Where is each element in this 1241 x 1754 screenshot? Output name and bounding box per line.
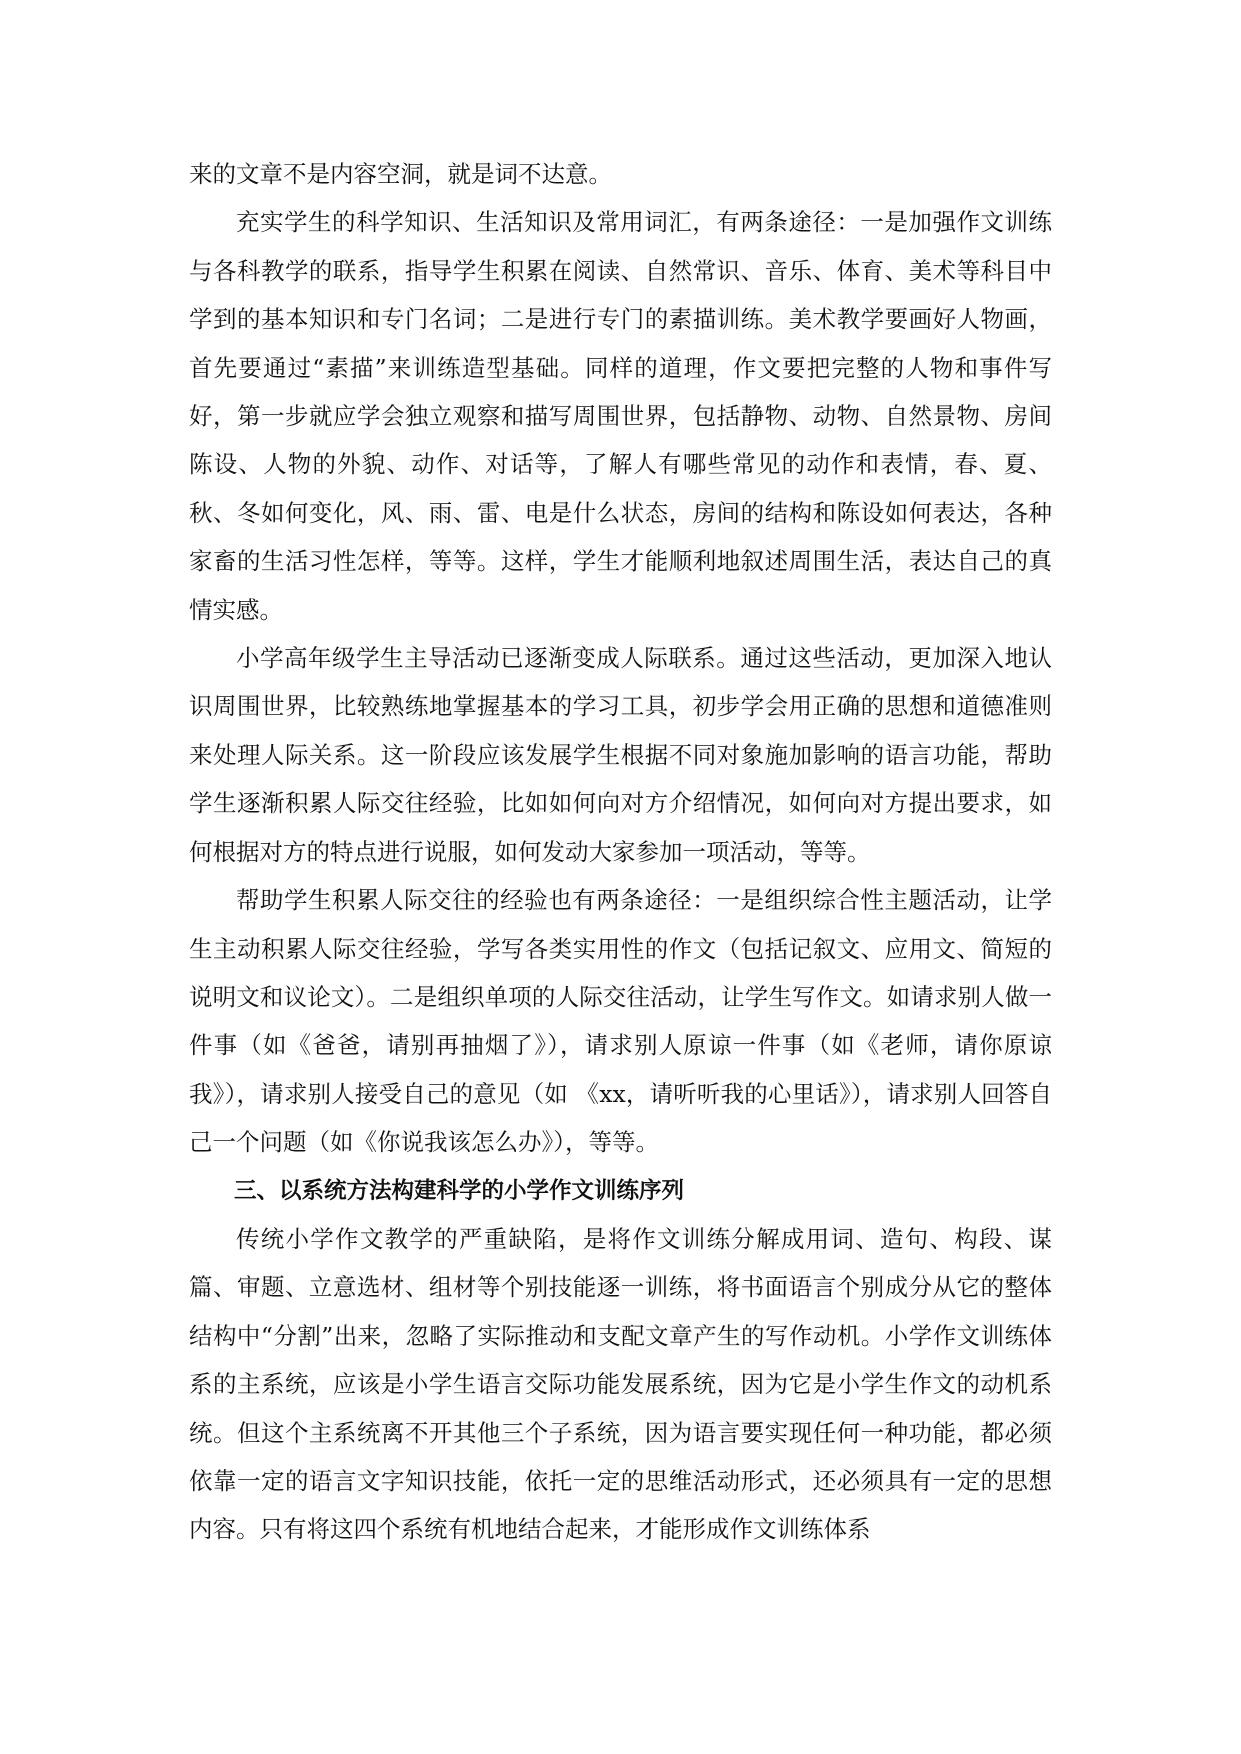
paragraph-continued: 来的文章不是内容空洞，就是词不达意。 xyxy=(189,160,612,188)
paragraph: 充实学生的科学知识、生活知识及常用词汇，有两条途径：一是加强作文训练与各科教学的联系，指导学生积累在阅读、自然常识、音乐、体育、美术等科目中学到的基本知识和专门名词；二是进行专门的素描训练。美术教学要画好人物画，首先要通过“素描”来训练造型基础。同样的道理，作文要把完整的人物和事件写好，第一步就应学会独立观察和描写周围世界，包括静物、动物、自然景物、房间陈设、人物的外貌、动作、对话等，了解人有哪些常见的动作和表情，春、夏、秋、冬如何变化，风、雨、雷、电是什么状态，房间的结构和陈设如何表达，各种家畜的生活习性怎样，等等。这样，学生才能顺利地叙述周围生活，表达自己的真情实感。 xyxy=(189,208,1052,624)
paragraph: 帮助学生积累人际交往的经验也有两条途径：一是组织综合性主题活动，让学生主动积累人际交往经验，学写各类实用性的作文（包括记叙文、应用文、简短的说明文和议论文）。二是组织单项的人际交往活动，让学生写作文。如请求别人做一件事（如《爸爸，请别再抽烟了》），请求别人原谅一件事（如《老师，请你原谅我》），请求别人接受自己的意见（如 《xx，请听听我的心里话》），请求别人回答自己一个问题（如《你说我该怎么办》），等等。 xyxy=(189,886,1052,1157)
paragraph: 传统小学作文教学的严重缺陷，是将作文训练分解成用词、造句、构段、谋篇、审题、立意选材、组材等个别技能逐一训练，将书面语言个别成分从它的整体结构中“分割”出来，忽略了实际推动和支配文章产生的写作动机。小学作文训练体系的主系统，应该是小学生语言交际功能发展系统，因为它是小学生作文的动机系统。但这个主系统离不开其他三个子系统，因为语言要实现任何一种功能，都必须依靠一定的语言文字知识技能，依托一定的思维活动形式，还必须具有一定的思想内容。只有将这四个系统有机地结合起来，才能形成作文训练体系 xyxy=(189,1224,1052,1544)
paragraph: 小学高年级学生主导活动已逐渐变成人际联系。通过这些活动，更加深入地认识周围世界，比较熟练地掌握基本的学习工具，初步学会用正确的思想和道德准则来处理人际关系。这一阶段应该发展学生根据不同对象施加影响的语言功能，帮助学生逐渐积累人际交往经验，比如如何向对方介绍情况，如何向对方提出要求，如何根据对方的特点进行说服，如何发动大家参加一项活动，等等。 xyxy=(189,644,1052,866)
section-heading: 三、以系统方法构建科学的小学作文训练序列 xyxy=(234,1177,685,1204)
document-page xyxy=(189,150,1052,1554)
